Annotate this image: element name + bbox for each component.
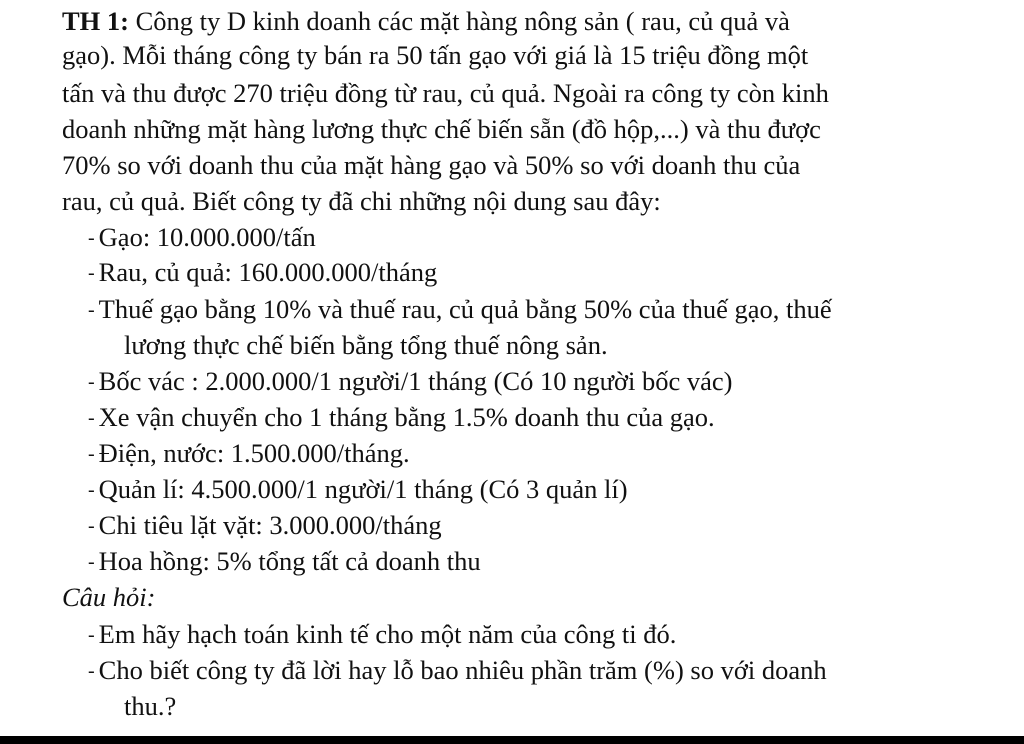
expense-text: Chi tiêu lặt vặt: 3.000.000/tháng — [98, 510, 442, 540]
questions-heading: Câu hỏi: — [62, 582, 156, 612]
expense-text: Rau, củ quả: 160.000.000/tháng — [98, 257, 438, 287]
bullet-dash: - — [88, 443, 95, 465]
expense-text: Bốc vác : 2.000.000/1 người/1 tháng (Có 10 người bốc vác) — [98, 366, 733, 396]
question-continuation: thu.? — [124, 691, 177, 721]
question-text: Cho biết công ty đã lời hay lỗ bao nhiêu phần trăm (%) so với doanh — [98, 655, 827, 685]
problem-line-2: gạo). Mỗi tháng công ty bán ra 50 tấn gạo với giá là 15 triệu đồng một — [62, 40, 809, 70]
problem-line-1 — [62, 4, 790, 38]
bullet-dash: - — [88, 371, 95, 393]
expense-text: Hoa hồng: 5% tổng tất cả doanh thu — [98, 546, 481, 576]
expense-item — [88, 508, 442, 543]
expense-item — [88, 544, 481, 579]
expense-text: Gạo: 10.000.000/tấn — [98, 222, 316, 252]
expense-item — [88, 364, 732, 399]
question-item — [88, 653, 827, 688]
problem-line-6: rau, củ quả. Biết công ty đã chi những nội dung sau đây: — [62, 186, 661, 216]
problem-label: TH 1: — [62, 6, 129, 36]
bullet-dash: - — [88, 515, 95, 537]
bullet-dash: - — [88, 262, 95, 284]
expense-text: Điện, nước: 1.500.000/tháng. — [98, 438, 410, 468]
expense-text: Xe vận chuyển cho 1 tháng bằng 1.5% doanh thu của gạo. — [98, 402, 715, 432]
problem-line-4: doanh những mặt hàng lương thực chế biến sẵn (đồ hộp,...) và thu được — [62, 114, 821, 144]
question-item — [88, 617, 676, 652]
problem-intro-text: Công ty D kinh doanh các mặt hàng nông sản ( rau, củ quả và — [135, 6, 790, 36]
bullet-dash: - — [88, 479, 95, 501]
expense-item — [88, 400, 715, 435]
bullet-dash: - — [88, 551, 95, 573]
bullet-dash: - — [88, 624, 95, 646]
problem-line-3: tấn và thu được 270 triệu đồng từ rau, củ quả. Ngoài ra công ty còn kinh — [62, 78, 829, 108]
expense-item — [88, 472, 628, 507]
expense-item — [88, 255, 437, 290]
bullet-dash: - — [88, 407, 95, 429]
expense-continuation: lương thực chế biến bằng tổng thuế nông sản. — [124, 330, 608, 360]
bullet-dash: - — [88, 227, 95, 249]
bullet-dash: - — [88, 299, 95, 321]
problem-line-5: 70% so với doanh thu của mặt hàng gạo và 50% so với doanh thu của — [62, 150, 801, 180]
expense-item — [88, 220, 316, 255]
expense-item — [88, 436, 410, 471]
bullet-dash: - — [88, 660, 95, 682]
expense-text: Thuế gạo bằng 10% và thuế rau, củ quả bằng 50% của thuế gạo, thuế — [98, 294, 832, 324]
expense-text: Quản lí: 4.500.000/1 người/1 tháng (Có 3 quản lí) — [98, 474, 628, 504]
expense-item — [88, 292, 832, 327]
bottom-border — [0, 736, 1024, 744]
question-text: Em hãy hạch toán kinh tế cho một năm của công ti đó. — [98, 619, 677, 649]
